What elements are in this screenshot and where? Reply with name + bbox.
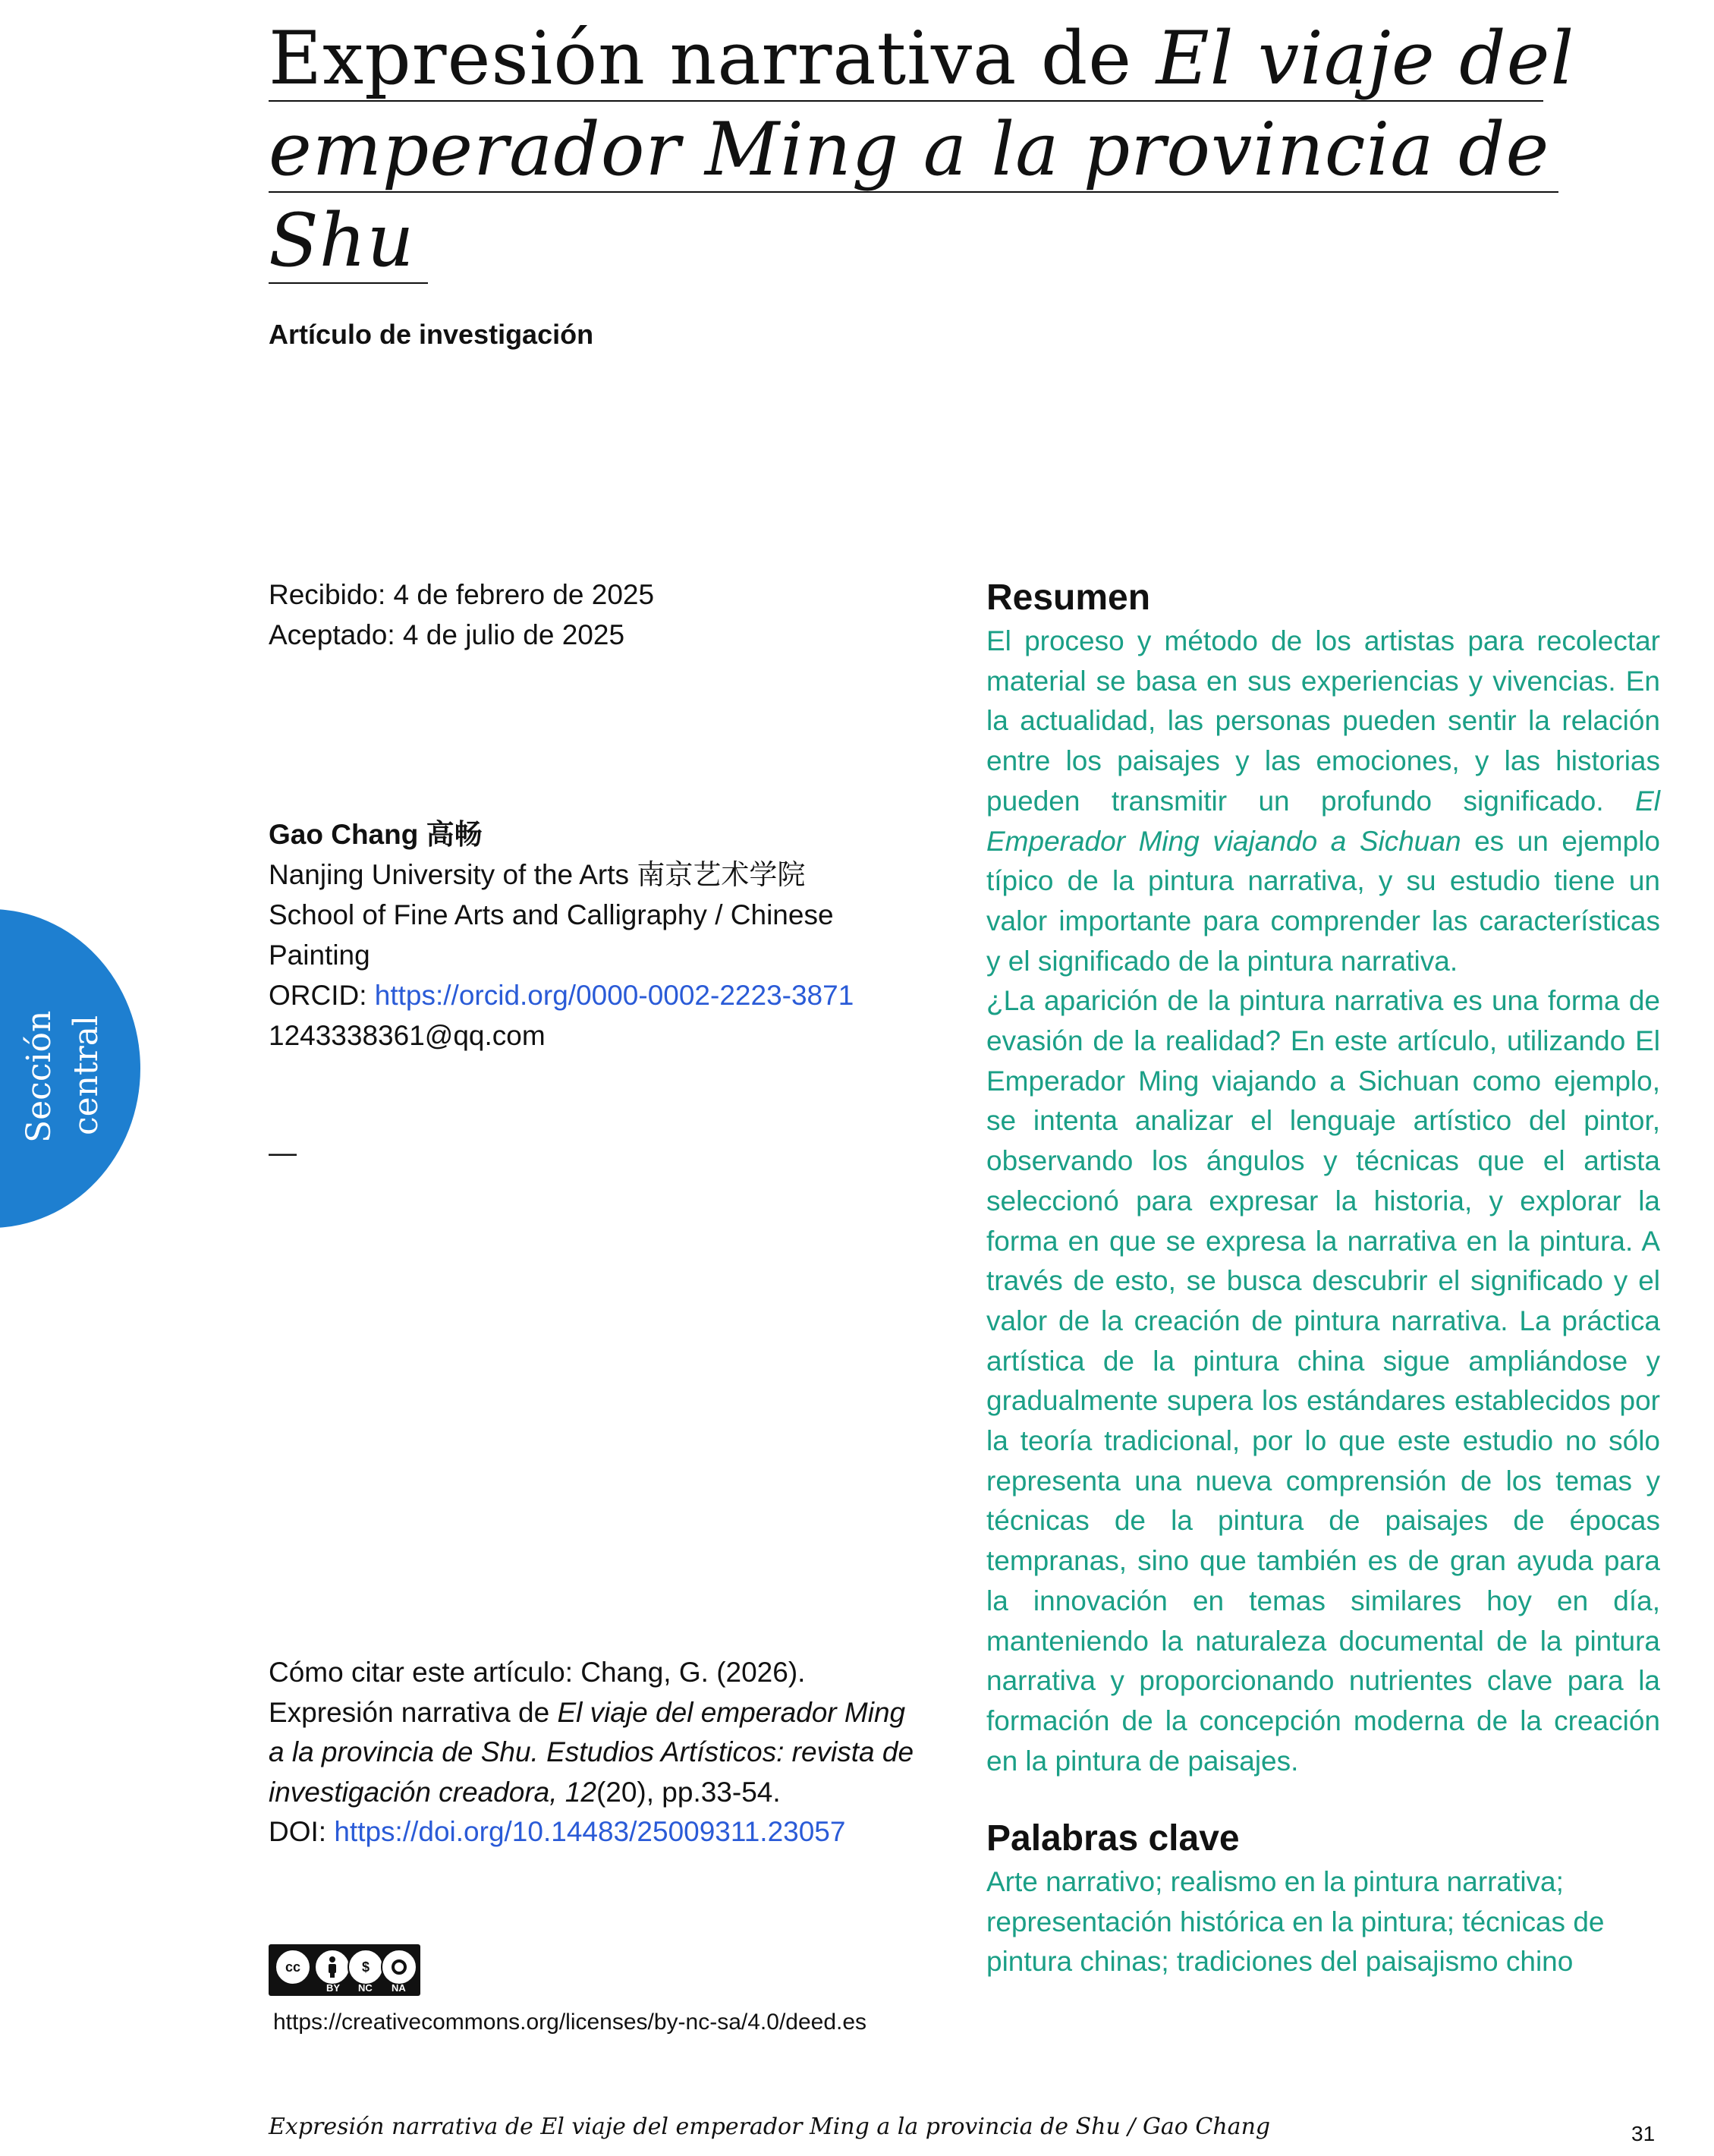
citation-italic-3: investigación creadora, 12 (269, 1776, 596, 1808)
doi-link[interactable]: https://doi.org/10.14483/25009311.23057 (334, 1816, 846, 1847)
citation-plain: Expresión narrativa de (269, 1696, 558, 1728)
article-type: Artículo de investigación (269, 319, 594, 350)
dates-block (269, 574, 654, 655)
license-url[interactable]: https://creativecommons.org/licenses/by-nc-sa/4.0/deed.es (273, 2010, 867, 2035)
section-tab-label (6, 994, 120, 1146)
citation-line-4 (269, 1773, 914, 1813)
abstract-p1-italic: El Emperador Ming viajando a Sichuan (986, 785, 1660, 857)
keywords-line-3: pintura chinas; tradiciones del paisajismo chino (986, 1946, 1574, 1978)
cc-label-nc: NC (358, 1982, 373, 1994)
title-line-3 (269, 199, 428, 284)
title-italic-2: emperador Ming a la provincia de (269, 107, 1550, 192)
abstract-paragraph-2: ¿La aparición de la pintura narrativa es una forma de evasión de la realidad? En este artículo, utilizando El Emperador Ming viajando a Sichuan como ejemplo, se intenta analizar el lenguaje artístico del pintor, observando los ángulos y técnicas que el artista seleccionó para expresar la historia, y explorar la forma en que se expresa la narrativa en la pintura. A través de esto, se busca descubrir el significado y el valor de la creación de pintura narrativa. La práctica artística de la pintura china sigue ampliándose y gradualmente supera los estándares establecidos por la teoría tradicional, por lo que este estudio no sólo representa una nueva comprensión de los temas y técnicas de la pintura de paisajes de épocas tempranas, sino que también es de gran ayuda para la innovación en temas similares hoy en día, manteniendo la naturaleza documental de la pintura narrativa y proporcionando nutrientes clave para la formación de la concepción moderna de la creación en la pintura de paisajes. (986, 985, 1660, 1777)
running-footer: Expresión narrativa de El viaje del emperador Ming a la provincia de Shu / Gao Chang (269, 2114, 1271, 2140)
author-name: Gao Chang 高畅 (269, 819, 483, 850)
abstract-section (986, 574, 1660, 1781)
nc-dollar-icon: $ (348, 1949, 384, 1985)
cc-label-by: BY (326, 1982, 341, 1994)
separator-dash: — (269, 1137, 297, 1168)
cc-label-na: NA (392, 1982, 406, 1994)
orcid-link[interactable]: https://orcid.org/0000-0002-2223-3871 (374, 980, 854, 1011)
title-line-2 (269, 108, 1558, 193)
author-block (269, 814, 854, 1056)
author-university: Nanjing University of the Arts 南京艺术学院 (269, 859, 806, 890)
abstract-paragraph-1 (986, 622, 1660, 981)
abstract-heading: Resumen (986, 578, 1151, 618)
abstract-p1b: es un ejemplo típico de la pintura narrativa, y su estudio tiene un valor importante para comprender las características y el significado de la pintura narrativa. (986, 825, 1660, 977)
author-email: 1243338361@qq.com (269, 1020, 546, 1051)
cc-license-badge[interactable] (269, 1944, 420, 1996)
orcid-label: ORCID: (269, 980, 375, 1011)
title-italic-3: Shu (269, 198, 415, 283)
keywords-line-1: Arte narrativo; realismo en la pintura narrativa; (986, 1866, 1564, 1897)
title-plain: Expresión narrativa de (269, 16, 1156, 101)
doi-label: DOI: (269, 1816, 335, 1847)
page-number: 31 (1631, 2122, 1656, 2145)
by-person-icon (314, 1949, 351, 1985)
orcid-line (269, 975, 854, 1015)
citation-line-3 (269, 1733, 914, 1773)
keywords-line-2: representación histórica en la pintura; técnicas de (986, 1906, 1605, 1937)
sa-share-icon (381, 1949, 417, 1985)
tab-line-2: central (67, 1015, 105, 1135)
citation-line-2 (269, 1693, 914, 1733)
author-school-1: School of Fine Arts and Calligraphy / Chinese (269, 899, 834, 930)
citation-italic: El viaje del emperador Ming (557, 1696, 906, 1728)
doi-line (269, 1812, 914, 1852)
citation-italic-2: a la provincia de Shu. Estudios Artísticos: revista de (269, 1736, 914, 1767)
accepted-date: Aceptado: 4 de julio de 2025 (269, 619, 625, 650)
keywords-heading: Palabras clave (986, 1818, 1240, 1859)
cc-icon: cc (275, 1949, 311, 1985)
citation-pages: (20), pp.33-54. (596, 1776, 781, 1808)
citation-block (269, 1653, 914, 1852)
abstract-p1a: El proceso y método de los artistas para recolectar material se basa en sus experiencias y vivencias. En la actualidad, las personas pueden sentir la relación entre los paisajes y las emociones, y las historias pueden transmitir un profundo significado. (986, 625, 1660, 817)
citation-line-1: Cómo citar este artículo: Chang, G. (2026). (269, 1657, 806, 1688)
tab-line-1: Sección (20, 1010, 58, 1143)
keywords-section (986, 1815, 1660, 1982)
author-school-2: Painting (269, 940, 370, 971)
title-italic-1: El viaje del (1156, 16, 1575, 101)
received-date: Recibido: 4 de febrero de 2025 (269, 579, 655, 610)
title-line-1 (269, 16, 1575, 102)
